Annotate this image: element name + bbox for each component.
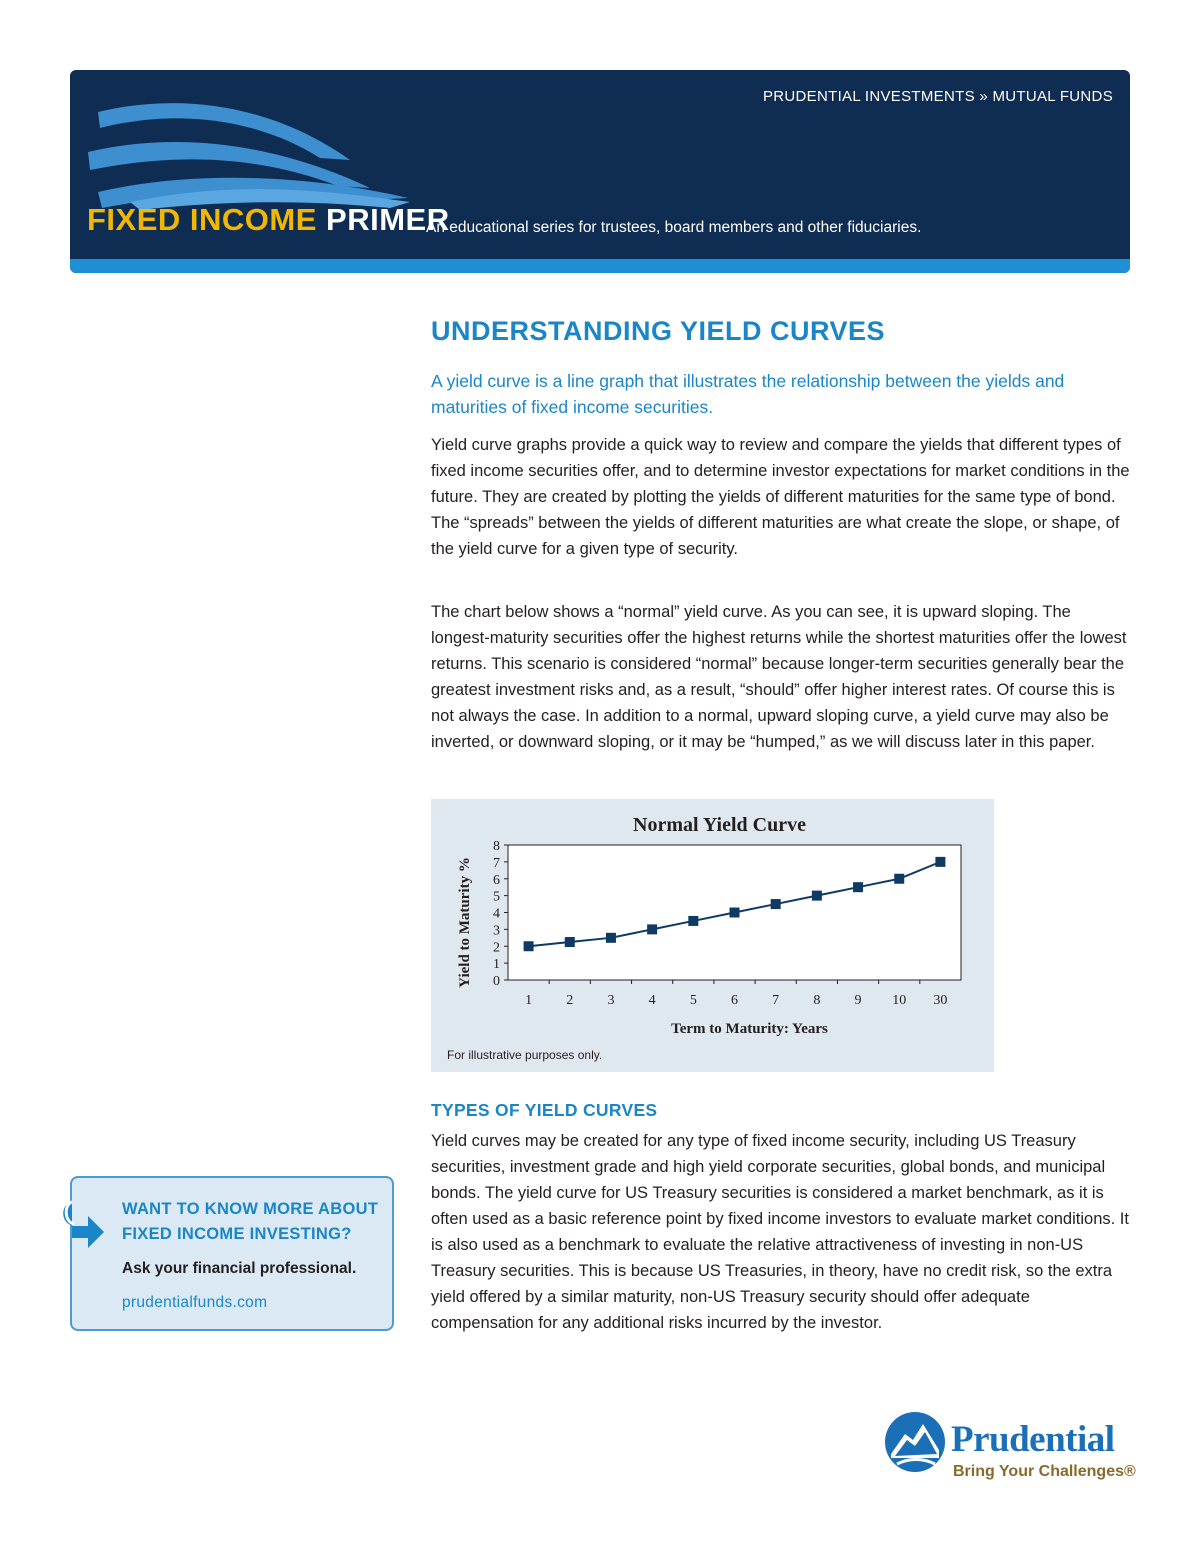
data-point — [812, 891, 822, 901]
y-tick-label: 5 — [493, 889, 500, 905]
data-point — [894, 874, 904, 884]
x-tick-label: 6 — [731, 993, 738, 1008]
x-tick-label: 4 — [648, 993, 656, 1008]
x-tick-label: 7 — [772, 993, 780, 1008]
series-title-part-1: FIXED INCOME — [87, 202, 317, 237]
prudential-logo — [883, 1410, 1143, 1490]
x-tick-label: 5 — [689, 993, 697, 1008]
rock-logo-icon — [883, 1410, 947, 1474]
chart-title: Normal Yield Curve — [633, 814, 806, 836]
x-tick-label: 30 — [933, 993, 948, 1008]
logo-wordmark: Prudential — [951, 1419, 1115, 1460]
data-point — [853, 882, 863, 892]
breadcrumb[interactable]: PRUDENTIAL INVESTMENTS » MUTUAL FUNDS — [762, 88, 1113, 105]
body-paragraph-3: Yield curves may be created for any type of fixed income security, including US Treasury securities, investment grade and high yield corporate securities, global bonds, and municipal bonds. The yield curve for US Treasury securities is considered a market benchmark, as it is often used as a basic reference point by fixed income investors to evaluate market conditions. It is also used as a benchmark to evaluate the relative attractiveness of investing in non-US Treasury securities. This is because US Treasuries, in theory, have no credit risk, so the extra yield offered by a similar maturity, non-US Treasury security should offer adequate compensation for any additional risks incurred by the investor. — [431, 1132, 1129, 1332]
page-title: UNDERSTANDING YIELD CURVES — [431, 316, 886, 346]
callout-heading-line-1: WANT TO KNOW MORE ABOUT — [122, 1200, 379, 1218]
data-point — [606, 933, 616, 943]
data-point — [565, 937, 575, 947]
chart-svg — [431, 799, 994, 1072]
info-callout — [70, 1176, 394, 1331]
lead-paragraph: A yield curve is a line graph that illustrates the relationship between the yields and maturities of fixed income securities. — [431, 371, 1065, 417]
y-tick-label: 3 — [493, 923, 500, 939]
x-tick-label: 8 — [813, 993, 821, 1008]
logo-tagline: Bring Your Challenges® — [953, 1463, 1136, 1480]
x-axis-label: Term to Maturity: Years — [671, 1021, 828, 1037]
x-tick-label: 1 — [525, 993, 533, 1008]
y-tick-label: 6 — [493, 872, 500, 888]
section-title: TYPES OF YIELD CURVES — [431, 1100, 658, 1120]
y-tick-label: 2 — [493, 940, 500, 956]
data-point — [524, 941, 534, 951]
body-paragraph-1: Yield curve graphs provide a quick way to review and compare the yields that different types of fixed income securities offer, and to determine investor expectations for market conditions in the future. They are created by plotting the yields of different maturities for the same type of bond. The “spreads” between the yields of different maturities are what create the slope, or shape, of the yield curve for a given type of security. — [431, 436, 1130, 558]
y-tick-label: 7 — [493, 855, 500, 871]
swoosh-graphic — [70, 70, 470, 220]
yield-curve-chart — [431, 799, 994, 1072]
y-tick-label: 1 — [493, 957, 500, 973]
y-tick-label: 4 — [493, 906, 500, 922]
y-tick-label: 8 — [493, 839, 500, 854]
x-tick-label: 10 — [892, 993, 907, 1008]
body-paragraph-2: The chart below shows a “normal” yield curve. As you can see, it is upward sloping. The longest-maturity securities offer the highest returns while the shortest maturities offer the lowest returns. This scenario is considered “normal” because longer-term securities generally bear the greatest investment risks and, as a result, “should” offer higher interest rates. Of course this is not always the case. In addition to a normal, upward sloping curve, a yield curve may also be inverted, or downward sloping, or it may be “humped,” as we will discuss later in this paper. — [431, 603, 1127, 751]
y-axis-label: Yield to Maturity % — [457, 857, 473, 988]
series-title-part-2: PRIMER — [326, 202, 450, 237]
banner-stripe — [70, 259, 1130, 273]
chart-note: For illustrative purposes only. — [447, 1048, 603, 1062]
callout-ask-text: Ask your financial professional. — [122, 1260, 357, 1277]
header-banner — [70, 70, 1130, 273]
callout-heading — [122, 1197, 378, 1247]
series-title — [87, 202, 450, 238]
x-tick-label: 2 — [566, 993, 574, 1008]
data-point — [647, 924, 657, 934]
website-link[interactable]: prudentialfunds.com — [122, 1294, 268, 1311]
x-tick-label: 3 — [607, 993, 615, 1008]
data-point — [688, 916, 698, 926]
arrow-right-icon — [58, 1194, 110, 1250]
data-point — [935, 857, 945, 867]
callout-heading-line-2: FIXED INCOME INVESTING? — [122, 1225, 352, 1243]
series-tagline: An educational series for trustees, board members and other fiduciaries. — [426, 219, 922, 236]
y-tick-label: 0 — [493, 974, 500, 989]
x-tick-label: 9 — [854, 993, 862, 1008]
data-point — [771, 899, 781, 909]
data-point — [730, 908, 740, 918]
